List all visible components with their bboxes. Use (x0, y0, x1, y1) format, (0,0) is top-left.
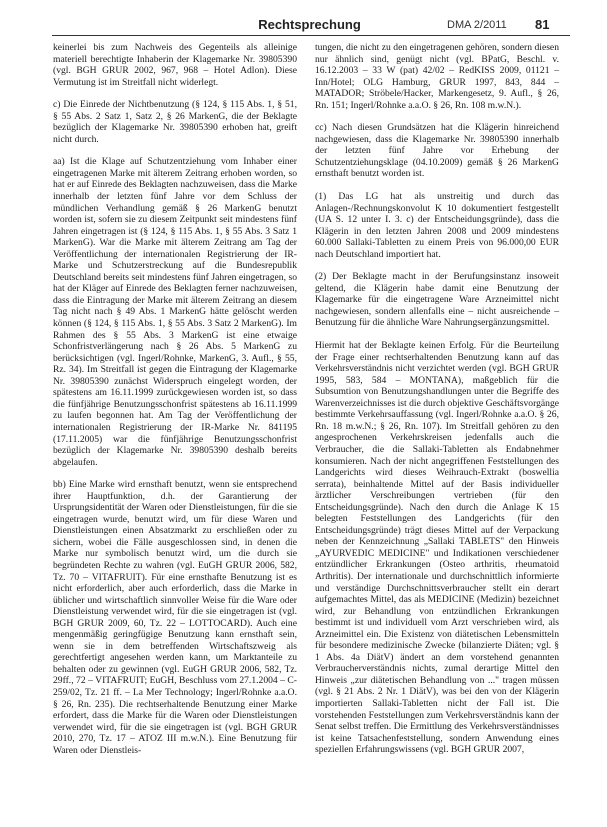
paragraph: keinerlei bis zum Nachweis des Gegenteils als alleinige materiell berechtigte Inhaberin der Klagemarke Nr. 39805390 (vgl. BGH GRUR 2002, 967, 968 – Hotel Adlon). Diese Vermutung ist im Streitfall nicht widerlegt. (53, 42, 297, 88)
paragraph: bb) Eine Marke wird ernsthaft benutzt, wenn sie entsprechend ihrer Hauptfunktion, d.h. der Garantierung der Ursprungsidentität der Waren oder Dienstleistungen, für die sie eingetragen wurde, benutzt wird, um für diese Waren und Dienstleistungen einen Absatzmarkt zu erschließen oder zu sichern, wobei die Fälle ausgeschlossen sind, in denen die Marke nur symbolisch benutzt wird, um die durch sie begründeten Rechte zu wahren (vgl. EuGH GRUR 2006, 582, Tz. 70 – VITAFRUIT). Für eine ernsthafte Benutzung ist es nicht erforderlich, aber auch erforderlich, dass die Marke in üblicher und wirtschaftlich sinnvoller Weise für die Ware oder Dienstleistung verwendet wird, für die sie eingetragen ist (vgl. BGH GRUR 2009, 60, Tz. 22 – LOTTOCARD). Auch eine mengenmäßig geringfügige Benutzung kann ernsthaft sein, wenn sie in dem betreffenden Wirtschaftszweig als gerechtfertigt angesehen werden kann, um Marktanteile zu behalten oder zu gewinnen (vgl. EuGH GRUR 2006, 582, Tz. 29ff., 72 – VITAFRUIT; EuGH, Beschluss vom 27.1.2004 – C-259/02, Tz. 21 ff. – La Mer Technology; Ingerl/Rohnke a.a.O. § 26, Rn. 235). Die rechtserhaltende Benutzung einer Marke erfordert, dass die Marke für die Waren oder Dienstleistungen verwendet wird, für die sie eingetragen ist (vgl. BGH GRUR 2010, 270, Tz. 17 – ATOZ III m.w.N.). Eine Benutzung für Waren oder Dienstleis- (53, 479, 297, 756)
paragraph: c) Die Einrede der Nichtbenutzung (§ 124, § 115 Abs. 1, § 51, § 55 Abs. 2 Satz 1, Satz 2, § 26 MarkenG, die der Beklagte bezüglich der Klagemarke Nr. 39805390 erhoben hat, greift nicht durch. (53, 99, 297, 145)
section-title: Rechtsprechung (258, 17, 361, 32)
page-number: 81 (535, 17, 550, 32)
paragraph: tungen, die nicht zu den eingetragenen gehören, sondern diesen nur ähnlich sind, genügt nicht (vgl. BPatG, Beschl. v. 16.12.2003 – 33 W (pat) 42/02 – RedKISS 2009, 01121 – Inn/Hotel; OLG Hamburg, GRUR 1997, 843, 844 – MATADOR; Ströbele/Hacker, Markengesetz, 9. Aufl., § 26, Rn. 151; Ingerl/Rohnke a.a.O. § 26, Rn. 108 m.w.N.). (315, 42, 559, 111)
right-column (315, 42, 559, 756)
journal-issue: DMA 2/2011 (447, 19, 507, 31)
left-column (53, 42, 297, 756)
paragraph: Hiermit hat der Beklagte keinen Erfolg. Für die Beurteilung der Frage einer rechtserhaltenden Benutzung kann auf das Verkehrsverständnis nicht verzichtet werden (vgl. BGH GRUR 1995, 583, 584 – MONTANA), maßgeblich für die Subsumtion von Benutzungshandlungen unter die Begriffe des Warenverzeichnisses ist die durch objektive Geschäftsvorgänge bestimmte Verkehrsauffassung (vgl. Ingerl/Rohnke a.a.O. § 26, Rn. 18 m.w.N.; § 26, Rn. 107). Im Streitfall gehören zu den angesprochenen Verkehrskreisen jedenfalls auch die Verbraucher, die die Sallaki-Tabletten als Endabnehmer konsumieren. Nach der nicht angegriffenen Feststellungen des Landgerichts wird dieses Weihrauch-Extrakt (boswellia serrata), beinhaltende Mittel auf der Basis individueller ärztlicher Verschreibungen vertrieben (für den Entscheidungsgründe). Nach den durch die Anlage K 15 belegten Feststellungen des Landgerichts (für den Entscheidungsgründe) trägt dieses Mittel auf der Verpackung neben der Kennzeichnung „Sallaki TABLETS" den Hinweis „AYURVEDIC MEDICINE" und Indikationen verschiedener entzündlicher Erkrankungen (Osteo arthritis, rheumatoid Arthritis). Der internationale und durchschnittlich informierte und verständige Durchschnittsverbraucher stellt ein derart aufgemachtes Mittel, das als MEDICINE (Medizin) bezeichnet wird, zur Behandlung von entzündlichen Erkrankungen bestimmt ist und individuell vom Arzt verschrieben wird, als Arzneimittel ein. Die Existenz von diätetischen Lebensmitteln für besondere medizinische Zwecke (bilanzierte Diäten; vgl. § 1 Abs. 4a DiätV) ändert an dem vorstehend genannten Verbraucherverständnis nichts, zumal derartige Mittel den Hinweis „zur diätetischen Behandlung von ..." tragen müssen (vgl. § 21 Abs. 2 Nr. 1 DiätV), was bei den von der Klägerin importierten Sallaki-Tabletten nicht der Fall ist. Die vorstehenden Feststellungen zum Verkehrsverständnis kann der Senat selbst treffen. Die Ermittlung des Verkehrsverständnisses ist keine Tatsachenfeststellung, sondern Anwendung eines speziellen Erfahrungswissens (vgl. BGH GRUR 2007, (315, 340, 559, 756)
paragraph: (2) Der Beklagte macht in der Berufungsinstanz insoweit geltend, die Klägerin habe damit eine Benutzung der Klagemarke für die eingetragene Ware Arzneimittel nicht nachgewiesen, sondern allenfalls eine – nicht ausreichende – Benutzung für die ähnliche Ware Nahrungsergänzungsmittel. (315, 271, 559, 329)
paragraph: cc) Nach diesen Grundsätzen hat die Klägerin hinreichend nachgewiesen, dass die Klagemarke Nr. 39805390 innerhalb der letzten fünf Jahre vor Erhebung der Schutzentziehungsklage (04.10.2009) gemäß § 26 MarkenG ernsthaft benutzt worden ist. (315, 122, 559, 180)
paragraph: aa) Ist die Klage auf Schutzentziehung vom Inhaber einer eingetragenen Marke mit älterem Zeitrang erhoben worden, so hat er auf Einrede des Beklagten nachzuweisen, dass die Marke innerhalb der letzten fünf Jahre vor dem Schluss der mündlichen Verhandlung gemäß § 26 MarkenG benutzt worden ist, sofern sie zu diesem Zeitpunkt seit mindestens fünf Jahren eingetragen ist (§ 124, § 115 Abs. 1, § 55 Abs. 3 Satz 1 MarkenG). War die Marke mit älterem Zeitrang am Tag der Veröffentlichung der internationalen Registrierung der IR-Marke und Schutzerstreckung auf die Bundesrepublik Deutschland bereits seit mindestens fünf Jahren eingetragen, so hat der Kläger auf Einrede des Beklagten ferner nachzuweisen, dass die Eintragung der Marke mit älterem Zeitrang an diesem Tag nicht nach § 49 Abs. 1 MarkenG hätte gelöscht werden können (§ 124, § 115 Abs. 1, § 55 Abs. 3 Satz 2 MarkenG). Im Rahmen des § 55 Abs. 3 MarkenG ist eine etwaige Schonfristverlängerung nach § 26 Abs. 5 MarkenG zu berücksichtigen (vgl. Ingerl/Rohnke, MarkenG, 3. Aufl., § 55, Rz. 34). Im Streitfall ist gegen die Eintragung der Klagemarke Nr. 39805390 zunächst Widerspruch eingelegt worden, der spätestens am 16.11.1999 zurückgewiesen worden ist, so dass die fünfjährige Benutzungsschonfrist spätestens ab 16.11.1999 zu laufen begonnen hat. Am Tag der Veröffentlichung der internationalen Registrierung der IR-Marke Nr. 841195 (17.11.2005) war die fünfjährige Benutzungsschonfrist bezüglich der Klagemarke Nr. 39805390 deshalb bereits abgelaufen. (53, 156, 298, 468)
header-rule (52, 35, 570, 36)
paragraph: (1) Das LG hat als unstreitig und durch das Anlagen-/Rechnungskonvolut K 10 dokumentiert festgestellt (UA S. 12 unter I. 3. c) der Entscheidungsgründe), dass die Klägerin in den letzten Jahren 2008 und 2009 mindestens 60.000 Sallaki-Tabletten zu einem Preis von 96.000,00 EUR nach Deutschland importiert hat. (315, 191, 559, 260)
page-header (52, 8, 570, 46)
